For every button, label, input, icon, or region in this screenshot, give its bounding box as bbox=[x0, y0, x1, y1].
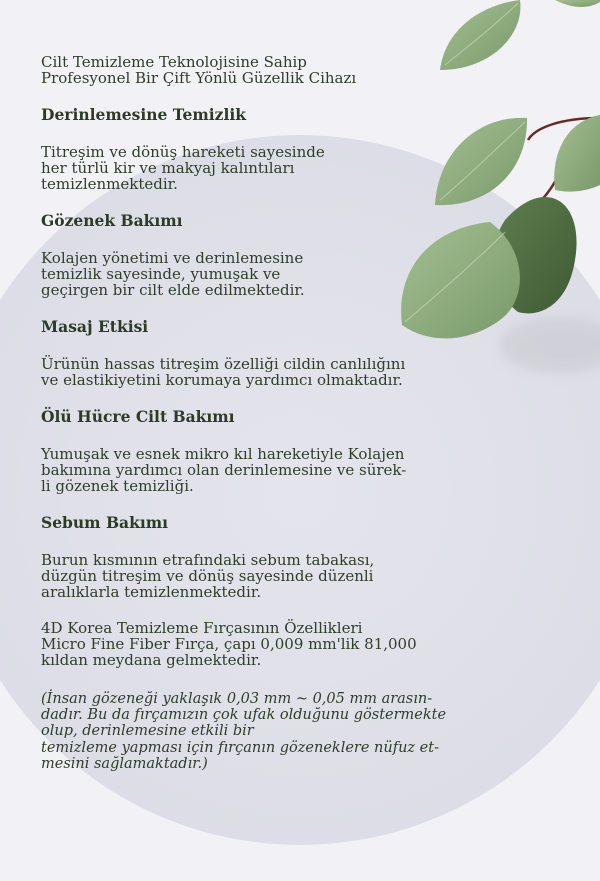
note-line: (İnsan gözeneği yaklaşık 0,03 mm ~ 0,05 mm arasın- bbox=[41, 691, 433, 707]
body-line: temizlik sayesinde, yumuşak ve bbox=[41, 265, 281, 283]
section-body bbox=[41, 356, 521, 388]
section-pore-care bbox=[41, 212, 521, 298]
section-deep-cleansing bbox=[41, 106, 521, 192]
body-line: Ürünün hassas titreşim özelliği cildin canlılığını bbox=[41, 355, 406, 373]
note-line: dadır. Bu da fırçamızın çok ufak olduğunu göstermekte bbox=[41, 707, 447, 724]
body-line: geçirgen bir cilt elde edilmektedir. bbox=[41, 281, 305, 299]
description-content bbox=[41, 54, 521, 772]
pore-size-note bbox=[41, 691, 511, 772]
section-body bbox=[41, 446, 521, 494]
intro-line: Profesyonel Bir Çift Yönlü Güzellik Cihazı bbox=[41, 69, 357, 87]
body-line: Kolajen yönetimi ve derinlemesine bbox=[41, 249, 304, 267]
note-line: mesini sağlamaktadır.) bbox=[41, 755, 208, 772]
section-body bbox=[41, 144, 521, 192]
specs-line: Micro Fine Fiber Fırça, çapı 0,009 mm'lik 81,000 bbox=[41, 635, 417, 653]
section-title: Gözenek Bakımı bbox=[41, 211, 183, 230]
section-dead-cell-care bbox=[41, 408, 521, 494]
section-body bbox=[41, 250, 521, 298]
body-line: Yumuşak ve esnek mikro kıl hareketiyle Kolajen bbox=[41, 445, 405, 463]
section-title: Sebum Bakımı bbox=[41, 513, 169, 532]
body-line: li gözenek temizliği. bbox=[41, 477, 194, 495]
section-title: Derinlemesine Temizlik bbox=[41, 105, 247, 124]
body-line: bakımına yardımcı olan derinlemesine ve sürek- bbox=[41, 461, 407, 479]
specs-line: 4D Korea Temizleme Fırçasının Özellikleri bbox=[41, 619, 363, 637]
section-massage-effect bbox=[41, 318, 521, 388]
section-title: Masaj Etkisi bbox=[41, 317, 149, 336]
note-line: temizleme yapması için fırçanın gözeneklere nüfuz et- bbox=[41, 739, 439, 756]
body-line: temizlenmektedir. bbox=[41, 175, 178, 193]
section-sebum-care bbox=[41, 514, 521, 600]
body-line: Titreşim ve dönüş hareketi sayesinde bbox=[41, 143, 325, 161]
specs-line: kıldan meydana gelmektedir. bbox=[41, 651, 262, 669]
body-line: düzgün titreşim ve dönüş sayesinde düzenli bbox=[41, 567, 374, 585]
product-specs bbox=[41, 620, 521, 668]
body-line: ve elastikiyetini korumaya yardımcı olmaktadır. bbox=[41, 371, 403, 389]
intro-line: Cilt Temizleme Teknolojisine Sahip bbox=[41, 53, 307, 71]
body-line: Burun kısmının etrafındaki sebum tabakası, bbox=[41, 551, 375, 569]
section-title: Ölü Hücre Cilt Bakımı bbox=[41, 407, 235, 426]
body-line: aralıklarla temizlenmektedir. bbox=[41, 583, 262, 601]
section-body bbox=[41, 552, 521, 600]
intro-text bbox=[41, 54, 521, 86]
body-line: her türlü kir ve makyaj kalıntıları bbox=[41, 159, 295, 177]
note-line: olup, derinlemesine etkili bir bbox=[41, 723, 254, 740]
